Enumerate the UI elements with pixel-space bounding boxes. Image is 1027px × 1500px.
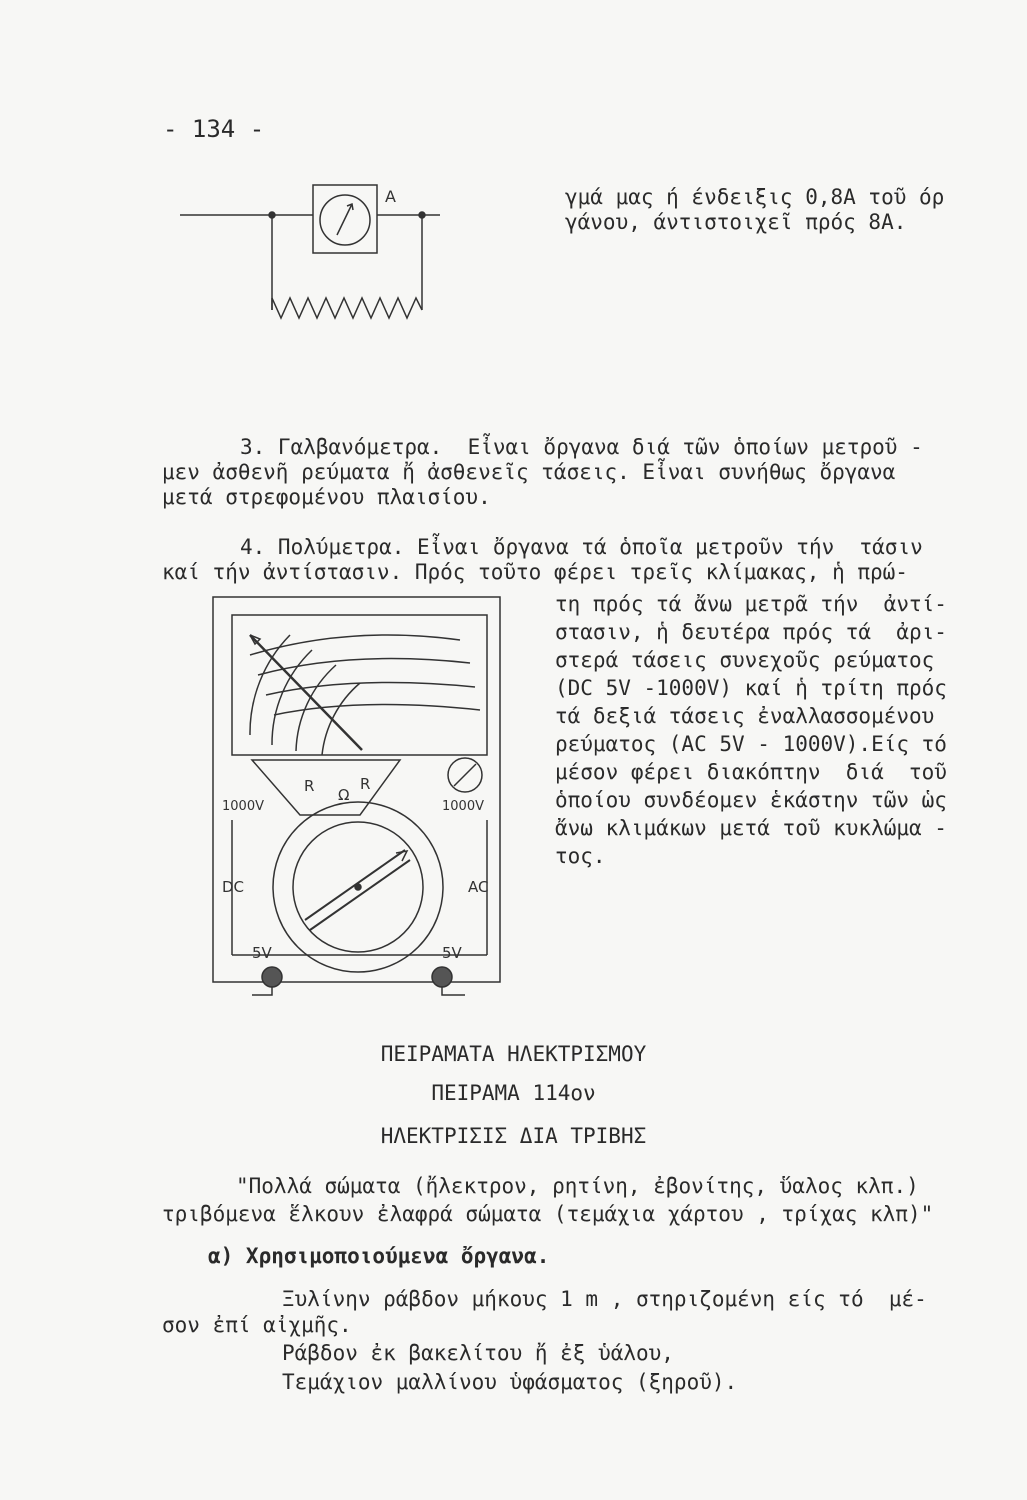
- dc-5v-label: 5V: [252, 944, 272, 962]
- text-line: τά δεξιά τάσεις ἐναλλασσομένου: [555, 704, 935, 728]
- dc-label: DC: [222, 878, 245, 896]
- text-line: μετά στρεφομένου πλαισίου.: [162, 485, 491, 509]
- text-line: Ράβδον ἐκ βακελίτου ἤ ἐξ ὑάλου,: [282, 1341, 674, 1365]
- range-label-left: 1000V: [222, 799, 264, 814]
- scale-label-omega: Ω: [338, 786, 350, 804]
- ac-label: AC: [468, 878, 489, 896]
- experiment-title: ΗΛΕΚΤΡΙΣΙΣ ΔΙΑ ΤΡΙΒΗΣ: [380, 1124, 647, 1148]
- text-line: ὁποίου συνδέομεν ἑκάστην τῶν ὡς: [555, 788, 947, 812]
- page-number: - 134 -: [163, 115, 265, 143]
- scale-label-r-right: R: [360, 775, 371, 793]
- text-line: μεν ἀσθενῆ ρεύματα ἤ ἀσθενεῖς τάσεις. Εἶναι συνήθως ὄργανα: [162, 460, 896, 484]
- materials-heading: α) Χρησιμοποιούμενα ὄργανα.: [208, 1244, 550, 1268]
- experiment-number: ΠΕΙΡΑΜΑ 114ον: [431, 1081, 596, 1105]
- text-line: τριβόμενα ἕλκουν ἐλαφρά σώματα (τεμάχια χάρτου , τρίχας κλπ)": [162, 1202, 934, 1226]
- scale-label-r-left: R: [304, 777, 315, 795]
- range-label-right: 1000V: [442, 799, 484, 814]
- text-line: "Πολλά σώματα (ἤλεκτρον, ρητίνη, ἐβονίτης, ὕαλος κλπ.): [236, 1174, 919, 1198]
- ammeter-label: A: [385, 187, 396, 206]
- ac-5v-label: 5V: [442, 944, 462, 962]
- text-line: Τεμάχιον μαλλίνου ὑφάσματος (ξηροῦ).: [282, 1370, 738, 1394]
- text-line: τος.: [555, 844, 606, 868]
- text-line: ρεύματος (AC 5V - 1000V).Είς τό: [555, 732, 947, 756]
- text-line: (DC 5V -1000V) καί ἡ τρίτη πρός: [555, 676, 947, 700]
- text-line: γμά μας ή ένδειξις 0,8Α τοῦ όρ: [565, 185, 945, 209]
- text-line: στασιν, ἡ δευτέρα πρός τά ἀρι-: [555, 620, 947, 644]
- section-title: ΠΕΙΡΑΜΑΤΑ ΗΛΕΚΤΡΙΣΜΟΥ: [380, 1042, 647, 1066]
- ammeter-circuit-diagram: [180, 180, 440, 330]
- text-line: Ξυλίνην ράβδον μήκους 1 m , στηριζομένη είς τό μέ-: [282, 1287, 927, 1311]
- text-line: καί τήν ἀντίστασιν. Πρός τοῦτο φέρει τρεῖς κλίμακας, ἡ πρώ-: [162, 560, 908, 584]
- text-line: στερά τάσεις συνεχοῦς ρεύματος: [555, 648, 935, 672]
- text-line: γάνου, άντιστοιχεῖ πρός 8Α.: [565, 210, 907, 234]
- text-line: τη πρός τά ἄνω μετρᾶ τήν ἀντί-: [555, 592, 947, 616]
- multimeter-diagram: [210, 595, 510, 995]
- text-line: μέσον φέρει διακόπτην διά τοῦ: [555, 760, 947, 784]
- text-line: 4. Πολύμετρα. Εἶναι ὄργανα τά ὁποῖα μετροῦν τήν τάσιν: [240, 535, 923, 559]
- text-line: 3. Γαλβανόμετρα. Εἶναι ὄργανα διά τῶν ὁποίων μετροῦ -: [240, 435, 923, 459]
- text-line: σον ἐπί αἰχμῆς.: [162, 1313, 352, 1337]
- text-line: ἄνω κλιμάκων μετά τοῦ κυκλώμα -: [555, 816, 947, 840]
